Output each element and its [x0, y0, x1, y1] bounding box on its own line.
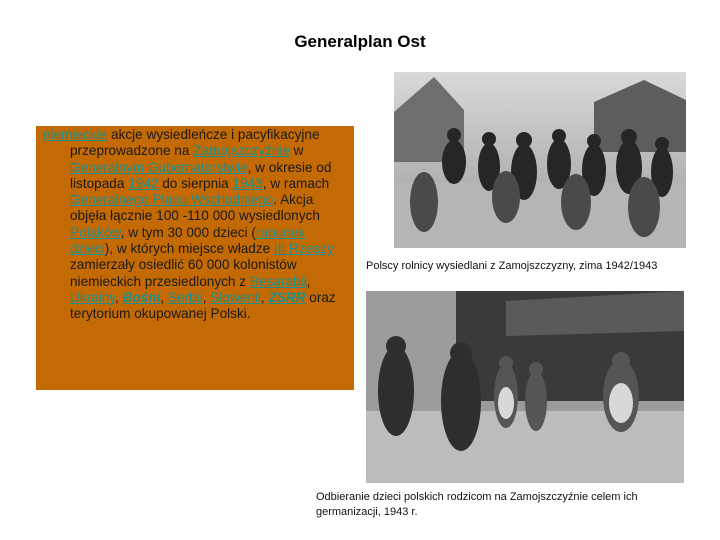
slide-title: Generalplan Ost [294, 32, 426, 51]
body-link[interactable]: Polaków [70, 224, 121, 240]
body-text-segment: , w ramach [262, 175, 330, 191]
body-link[interactable]: Bośni [122, 289, 161, 305]
body-text-segment: , [202, 289, 211, 305]
body-text-segment: zamierzały osiedlić 60 000 kolonistów niemieckich przesiedlonych z [70, 257, 297, 289]
photo-caption-1: Polscy rolnicy wysiedlani z Zamojszczyzny, zima 1942/1943 [366, 260, 658, 272]
body-text-segment: , [260, 289, 269, 305]
body-text-segment: do sierpnia [158, 175, 233, 191]
body-text-segment: , [306, 273, 311, 289]
body-link[interactable]: III Rzeszy [273, 241, 334, 257]
body-link[interactable]: Generalnym Gubernatorstwie [70, 159, 248, 175]
body-text-segment: , [160, 289, 168, 305]
body-link[interactable]: 1943 [232, 175, 263, 191]
body-link[interactable]: Serbii [167, 289, 203, 305]
body-link[interactable]: 1942 [128, 175, 159, 191]
photo-caption-2: Odbieranie dzieci polskich rodzicom na Zamojszczyźnie celem ich germanizacji, 1943 r. [316, 491, 638, 518]
body-link[interactable]: Zamojszczyźnie [193, 143, 290, 159]
body-link[interactable]: Słowenii [210, 289, 261, 305]
body-link[interactable]: Ukrainy [70, 289, 116, 305]
body-link[interactable]: niemieckie [43, 127, 108, 142]
body-text-segment: oraz terytorium okupowanej Polski. [70, 289, 336, 322]
body-link[interactable]: Generalnego Planu Wschodniego [70, 192, 274, 208]
body-text-segment: , w okresie od listopada [70, 159, 332, 191]
text-box [36, 126, 354, 390]
body-text-segment: , w tym 30 000 dzieci ( [120, 224, 256, 240]
body-link[interactable]: Besarabii [249, 273, 307, 289]
body-link[interactable]: rabunek dzieci [70, 224, 305, 257]
body-text-segment: akcje wysiedleńcze i pacyfikacyjne przeprowadzone na [70, 127, 320, 159]
body-text-segment: ), w których miejsce władze [104, 241, 274, 257]
photo-taking-children [366, 291, 684, 483]
body-link[interactable]: ZSRR [268, 289, 306, 305]
body-text-segment: w [289, 143, 304, 159]
body-paragraph [43, 127, 348, 323]
body-text-segment: . Akcja objęła łącznie 100 -110 000 wysiedlonych [70, 192, 320, 224]
photo-deported-farmers [394, 72, 686, 248]
body-text-segment: , [115, 289, 123, 305]
